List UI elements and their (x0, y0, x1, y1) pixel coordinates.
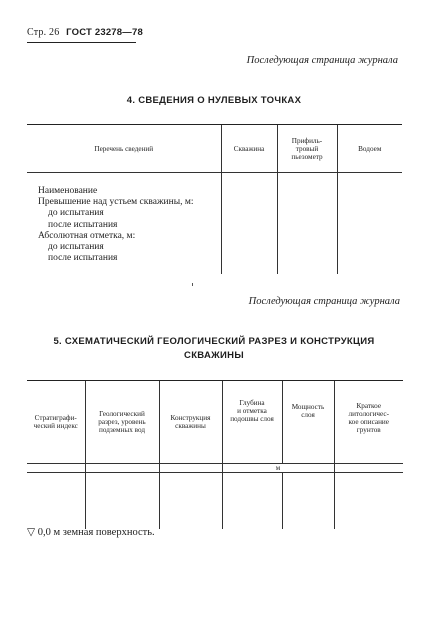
unit-cell-2 (85, 464, 159, 473)
row-after-test-1: после испытания (48, 219, 118, 230)
body-cell-5 (282, 473, 334, 530)
info-list-cell (27, 173, 221, 275)
body-cell-3 (159, 473, 222, 530)
page-header (27, 27, 143, 38)
well-cell (221, 173, 277, 275)
section-5-title-line-1: 5. СХЕМАТИЧЕСКИЙ ГЕОЛОГИЧЕСКИЙ РАЗРЕЗ И КОНСТРУКЦИЯ (53, 336, 375, 347)
water-body-cell (337, 173, 402, 275)
unit-cell-3 (159, 464, 222, 473)
continuation-note-1: Последующая страница журнала (246, 55, 398, 66)
zero-points-table (27, 124, 402, 274)
body-cell-1 (27, 473, 85, 530)
geological-section-table (27, 380, 403, 529)
header-rule (27, 42, 136, 43)
col-header-layer-depth: Глубина и отметка подошвы слоя (222, 381, 282, 464)
row-after-test-2: после испытания (48, 253, 118, 264)
section-4-title: 4. СВЕДЕНИЯ О НУЛЕВЫХ ТОЧКАХ (126, 95, 302, 106)
col-header-lithology: Краткое литологичес- кое описание грунтов (334, 381, 403, 464)
col-header-well: Скважина (221, 125, 277, 173)
section-5-title-line-2: СКВАЖИНЫ (184, 350, 244, 361)
col-header-well-construction: Конструкция скважины (159, 381, 222, 464)
piezometer-cell (277, 173, 337, 275)
col-header-stratigraphic-index: Стратиграфи- ческий индекс (27, 381, 85, 464)
col-header-water-body: Водоем (337, 125, 402, 173)
ground-surface-note: ▽ 0,0 м земная поверхность. (27, 527, 155, 538)
page-number: Стр. 26 (27, 27, 60, 38)
unit-label-meters: м (222, 464, 334, 473)
row-absolute-elevation: Абсолютная отметка, м: (38, 230, 136, 241)
unit-cell-1 (27, 464, 85, 473)
row-before-test-2: до испытания (48, 242, 104, 253)
standard-number: ГОСТ 23278—78 (66, 27, 143, 38)
col-header-info-list: Перечень сведений (27, 125, 221, 173)
row-elevation-above-wellhead: Превышение над устьем скважины, м: (38, 197, 194, 208)
col-header-geological-section: Геологический разрез, уровень подземных вод (85, 381, 159, 464)
body-cell-6 (334, 473, 403, 530)
row-before-test-1: до испытания (48, 208, 104, 219)
body-cell-2 (85, 473, 159, 530)
col-header-piezometer: Прифиль- тровый пьезометр (277, 125, 337, 173)
col-header-layer-thickness: Мощность слоя (282, 381, 334, 464)
continuation-note-2: Последующая страница журнала (248, 296, 400, 307)
body-cell-4 (222, 473, 282, 530)
page-mark (192, 283, 193, 286)
unit-cell-6 (334, 464, 403, 473)
row-name: Наименование (38, 186, 98, 196)
